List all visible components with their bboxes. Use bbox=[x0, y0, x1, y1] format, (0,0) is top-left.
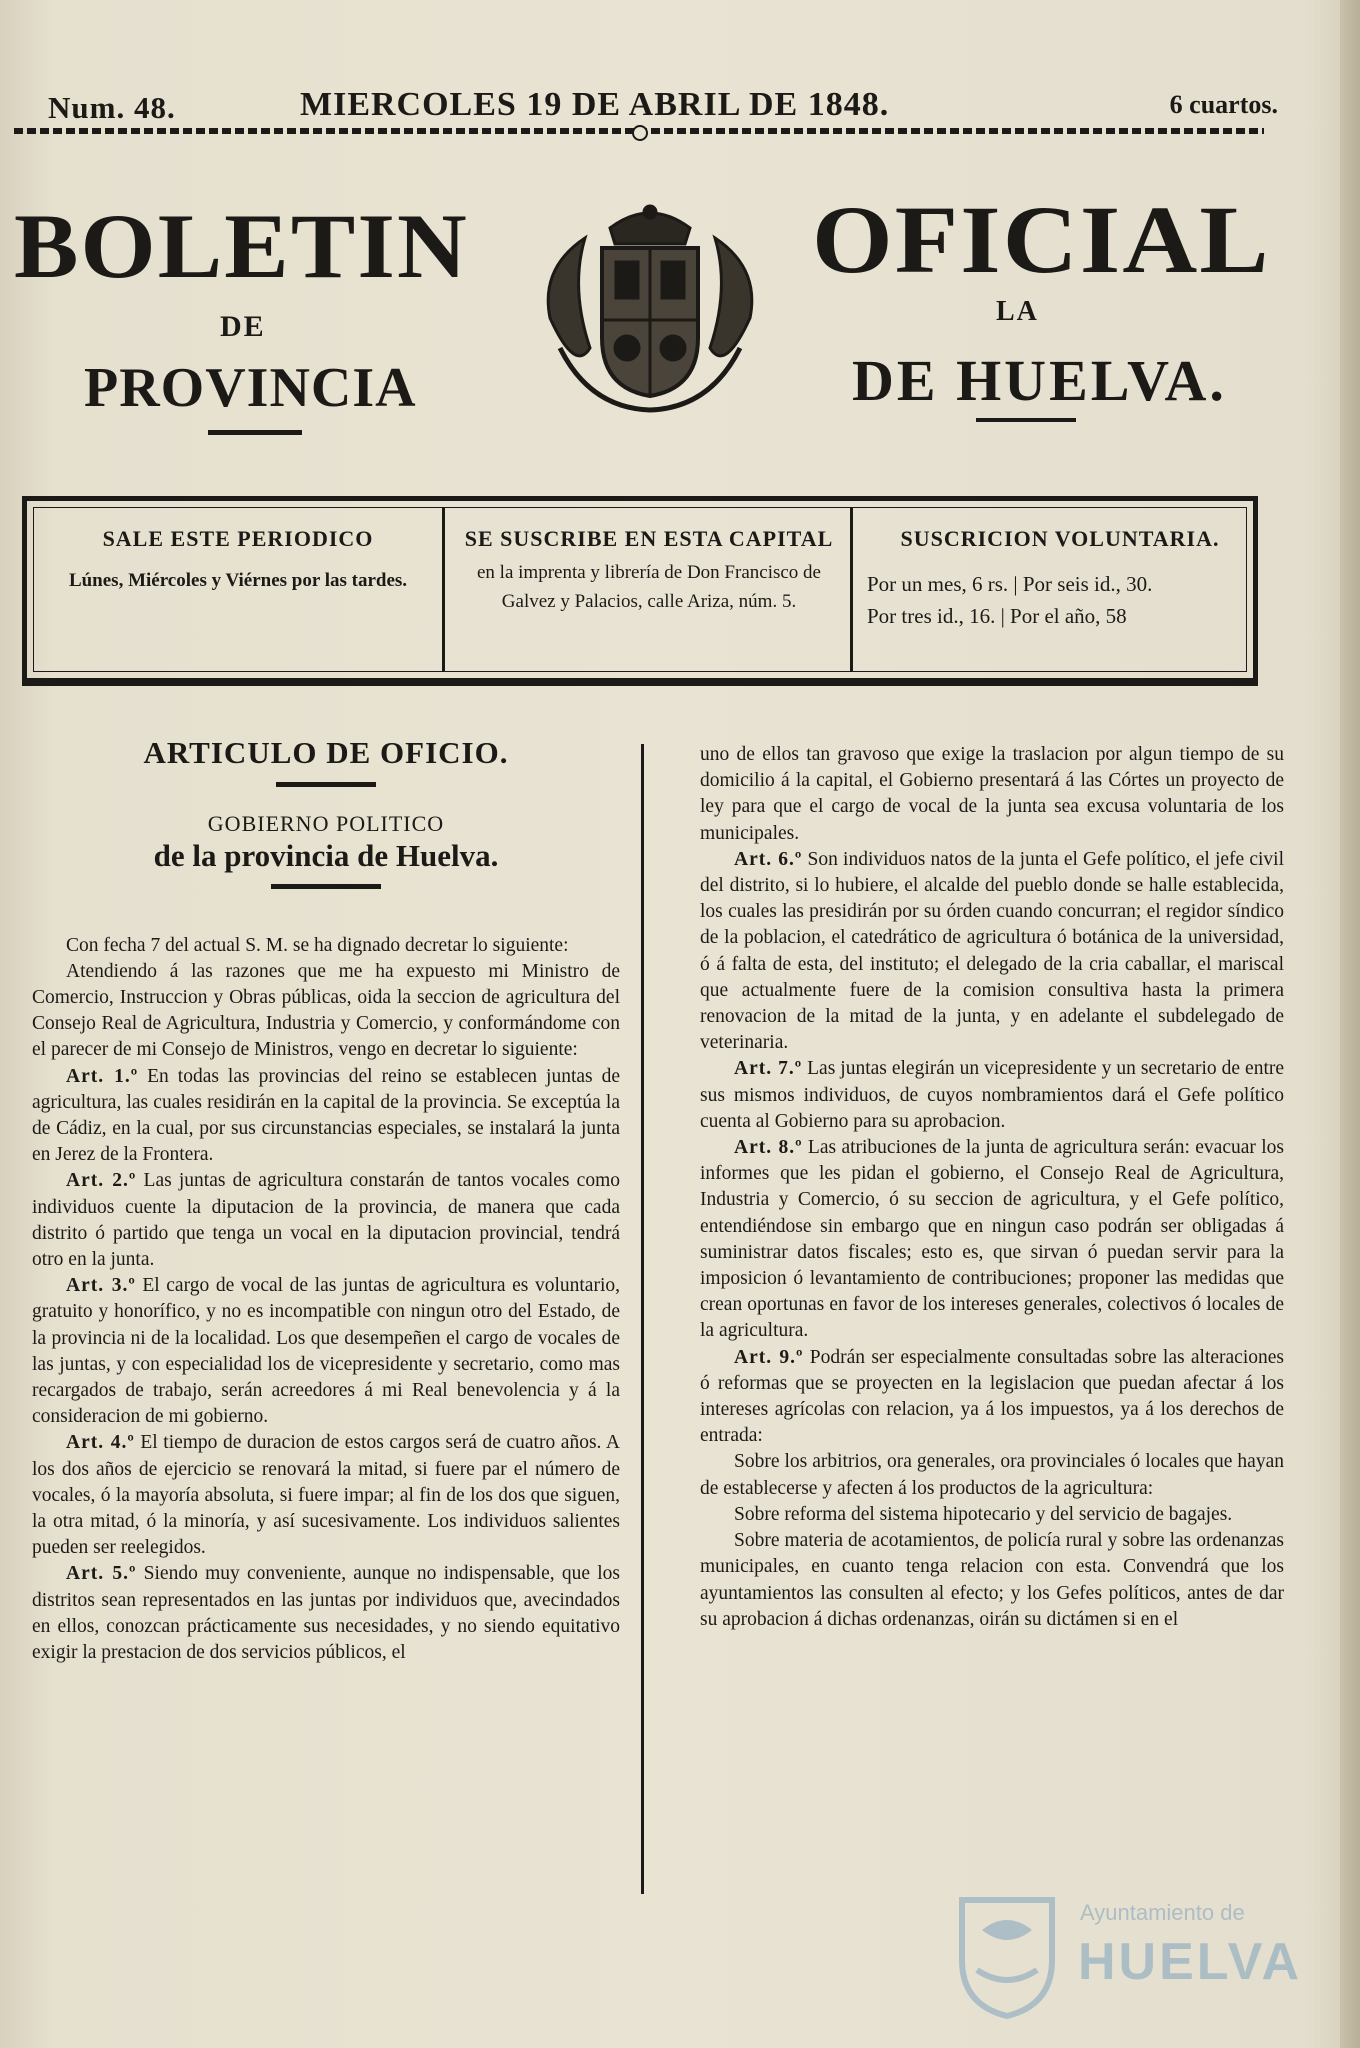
article-label: Art. 8.º bbox=[734, 1137, 803, 1159]
page-edge bbox=[1340, 0, 1360, 2048]
article-1 bbox=[32, 1064, 620, 1169]
schedule-text: Lúnes, Miércoles y Viérnes por las tardes. bbox=[68, 570, 408, 591]
issuer-line-1: GOBIERNO POLITICO bbox=[207, 811, 445, 837]
coat-of-arms-icon bbox=[530, 198, 770, 416]
section-title: ARTICULO DE OFICIO. bbox=[143, 735, 509, 770]
archive-watermark bbox=[952, 1880, 1312, 2030]
article-label: Art. 7.º bbox=[734, 1058, 803, 1080]
article-2 bbox=[32, 1168, 620, 1273]
article-text: El cargo de vocal de las juntas de agricultura es voluntario, gratuito y honorífico, y no es incompatible con ningun otro del Estado, de la provincia ni de la localidad. Los que desempeñen el cargo de vocales de las juntas, y con especialidad los de vicepresidente y secretario, como mas recargados de trabajo, serán acreedores á mi Real benevolencia y á la consideracion de mi gobierno. bbox=[32, 1275, 620, 1428]
section-rule bbox=[276, 782, 376, 787]
list-item: Sobre reforma del sistema hipotecario y del servicio de bagajes. bbox=[734, 1503, 1233, 1525]
title-de-huelva: DE HUELVA. bbox=[852, 348, 1227, 413]
issue-price: 6 cuartos. bbox=[1169, 90, 1278, 119]
location-text: en la imprenta y librería de Don Francisco de Galvez y Palacios, calle Ariza, núm. 5. bbox=[477, 562, 821, 612]
article-label: Art. 9.º bbox=[734, 1346, 804, 1368]
publication-schedule bbox=[34, 508, 442, 671]
article-5-continued: uno de ellos tan gravoso que exige la traslacion por algun tiempo de su domicilio á la capital, el Gobierno presentará á las Córtes un proyecto de ley para que el cargo de vocal de la junta sea excusa voluntaria de los municipales. bbox=[700, 744, 1284, 844]
article-text: En todas las provincias del reino se establecen juntas de agricultura, las cuales residirán en la capital de la provincia. Se exceptúa la de Cádiz, en la cual, por sus circunstancias especiales, se instalará la junta en Jerez de la Frontera. bbox=[32, 1065, 621, 1166]
issuer-line-2: de la provincia de Huelva. bbox=[153, 838, 499, 874]
title-dash-left bbox=[208, 430, 302, 435]
schedule-heading: SALE ESTE PERIODICO bbox=[102, 526, 374, 551]
article-label: Art. 4.º bbox=[66, 1432, 135, 1454]
article-label: Art. 3.º bbox=[66, 1275, 136, 1297]
article-8 bbox=[700, 1135, 1284, 1345]
title-boletin: BOLETIN bbox=[14, 195, 469, 297]
article-5 bbox=[32, 1561, 620, 1666]
article-text: Siendo muy conveniente, aunque no indispensable, que los distritos sean representados en las juntas por individuos que, avecindados en ellos, conozcan prácticamente sus necesidades, y no siendo equitativo exigir la prestacion de dos servicios públicos, el bbox=[32, 1563, 621, 1664]
watermark-line-2: HUELVA bbox=[1078, 1933, 1303, 1991]
preamble-paragraph: Atendiendo á las razones que me ha expuesto mi Ministro de Comercio, Instruccion y Obras públicas, oida la seccion de agricultura del Consejo Real de Agricultura, Industria y Comercio, y conformándome con el parecer de mi Consejo de Ministros, vengo en decretar lo siguiente: bbox=[32, 960, 620, 1061]
article-label: Art. 2.º bbox=[66, 1170, 137, 1192]
article-7 bbox=[700, 1056, 1284, 1135]
column-divider bbox=[641, 744, 644, 1894]
article-text: El tiempo de duracion de estos cargos será de cuatro años. A los dos años de ejercicio se renovará la mitad, si fuere par el número de vocales, ó la mayoría absoluta, si fuere impar; al fin de los dos que siguen, la otra mitad, ó la minoría, y así sucesivamente. Los individuos salientes pueden ser reelegidos. bbox=[32, 1432, 621, 1559]
masthead-topline bbox=[40, 78, 1300, 128]
ornamental-rule-dot bbox=[632, 125, 648, 141]
article-9 bbox=[700, 1345, 1284, 1450]
article-label: Art. 6.º bbox=[734, 848, 803, 870]
title-la: LA bbox=[996, 296, 1039, 327]
rates-table bbox=[861, 568, 1259, 632]
location-heading: SE SUSCRIBE EN ESTA CAPITAL bbox=[464, 526, 834, 551]
subscription-location bbox=[442, 508, 853, 671]
subscription-info-box bbox=[22, 496, 1258, 686]
rates-line: Por un mes, 6 rs. | Por seis id., 30. bbox=[867, 572, 1153, 596]
article-text: Las juntas elegirán un vicepresidente y un secretario de entre sus mismos individuos, de cuyos nombramientos dará el Gefe político cuenta al Gobierno para su aprobacion. bbox=[700, 1058, 1285, 1132]
title-dash-right bbox=[976, 418, 1076, 422]
title-de: DE bbox=[220, 310, 266, 343]
issue-date: MIERCOLES 19 DE ABRIL DE 1848. bbox=[300, 86, 890, 123]
list-item: Sobre materia de acotamientos, de policía rural y sobre las ordenanzas municipales, en cuanto tenga relacion con esta. Convendrá que los ayuntamientos las consulten al efecto; y los Gefes políticos, antes de dar su aprobacion á dichas ordenanzas, oirán su dictámen si en el bbox=[700, 1530, 1284, 1630]
article-4 bbox=[32, 1430, 620, 1561]
intro-paragraph: Con fecha 7 del actual S. M. se ha dignado decretar lo siguiente: bbox=[66, 934, 569, 956]
info-box-frame bbox=[33, 507, 1247, 672]
article-6 bbox=[700, 847, 1284, 1057]
spacer bbox=[32, 889, 620, 933]
rates-heading: SUSCRICION VOLUNTARIA. bbox=[900, 526, 1220, 551]
issue-number: Num. 48. bbox=[48, 90, 176, 125]
article-text: Podrán ser especialmente consultadas sobre las alteraciones ó reformas que se proyecten en la legislacion que puedan afectar á los intereses agrícolas con relacion, ya á los impuestos, ya á los derechos de entrada: bbox=[700, 1346, 1284, 1447]
article-text: Las juntas de agricultura constarán de tantos vocales como individuos cuente la diputacion de la provincia, de manera que cada distrito ó partido que tenga un vocal en la diputacion provincial, tendrá otro en la junta. bbox=[32, 1170, 621, 1271]
rates-line: Por tres id., 16. | Por el año, 58 bbox=[867, 604, 1127, 628]
subscription-rates bbox=[850, 508, 1267, 671]
article-label: Art. 5.º bbox=[66, 1563, 137, 1585]
article-label: Art. 1.º bbox=[66, 1065, 139, 1087]
title-provincia: PROVINCIA bbox=[84, 357, 417, 419]
article-column-right bbox=[700, 742, 1284, 1633]
article-column-left bbox=[32, 735, 621, 1666]
article-text: Las atribuciones de la junta de agricultura serán: evacuar los informes que les pidan el gobierno, el Consejo Real de Agricultura, Industria y Comercio, ó su seccion de agricultura, y el Gefe político, entendiéndose sin embargo que en ningun caso podrán ser obligadas á suministrar datos fiscales; esto es, que sirvan ó puedan servir para la imposicion ó levantamiento de contribuciones; proponer las medidas que crean oportunas en favor de los intereses generales, colectivos ó locales de la agricultura. bbox=[700, 1137, 1284, 1342]
article-3 bbox=[32, 1273, 620, 1430]
shield-icon bbox=[952, 1880, 1062, 2020]
list-item: Sobre los arbitrios, ora generales, ora provinciales ó locales que hayan de establecerse y afecten á los productos de la agricultura: bbox=[700, 1451, 1284, 1499]
watermark-line-1: Ayuntamiento de bbox=[1080, 1900, 1245, 1925]
title-oficial: OFICIAL bbox=[812, 186, 1271, 293]
article-text: Son individuos natos de la junta el Gefe político, el jefe civil del distrito, si lo hubiere, el alcalde del pueblo donde se halle establecida, los cuales las presidirán por su órden cuando concurran; el regidor síndico de la poblacion, el catedrático de agricultura ó botánica de la universidad, ó á falta de esta, del instituto; el delegado de la cria caballar, el mariscal que actualmente fuere de la comision consultiva hasta la primera renovacion de la mitad de la junta, y en adelante el subdelegado de veterinaria. bbox=[700, 848, 1285, 1054]
